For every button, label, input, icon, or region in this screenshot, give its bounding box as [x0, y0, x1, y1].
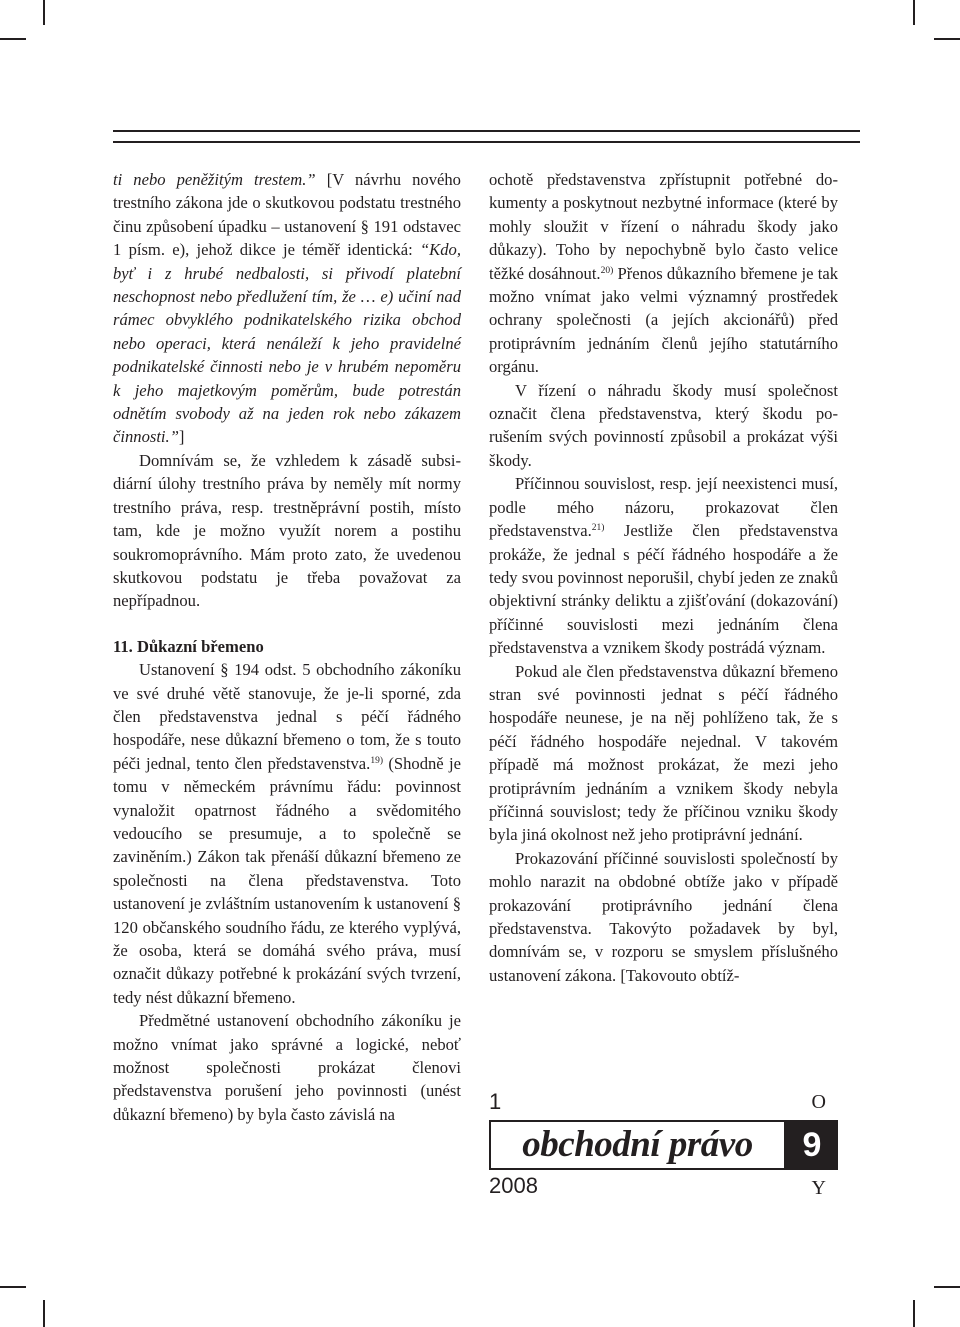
footnote-ref-19: 19) — [370, 755, 383, 766]
right-paragraph-1 — [489, 168, 838, 379]
left-paragraph-1 — [113, 168, 461, 449]
right-paragraph-1-text-b: Přenos důkazního břemene je tak možno vnímat jako velmi významný prostředek ochrany společnosti (a jejích akcionářů) před protiprávním jednáním členů jejího statutárního orgánu. — [489, 263, 839, 377]
masthead-title: obchodní právo — [491, 1122, 784, 1168]
right-paragraph-4: Pokud ale člen představenstva důkazní břemeno stran své povinnosti jednat s péčí řádného hospodáře neunese, je na něj pohlíženo tak, že s péčí řádného hospodáře nejednal. V takovém případě má možnost prokázat, že mezi jeho protiprávním jednáním a vznikem škody nebyla příčinná souvislost; tedy že příčinou vzniku škody byla jiná okolnost než jeho protiprávní jednání. — [489, 661, 838, 845]
masthead-number-top: 1 — [489, 1089, 502, 1114]
masthead-letter-bottom: Y — [811, 1177, 826, 1199]
masthead-title-box — [489, 1120, 838, 1170]
left-paragraph-4: Předmětné ustanovení obchodního zákoníku je možno vnímat jako správné a logické, neboť možnost společnosti prokázat členovi představenstva porušení jeho povinnosti (unést důkazní břemeno) by byla často závislá na — [113, 1011, 461, 1124]
left-paragraph-3-text-a: Ustanovení § 194 odst. 5 obchodního zákoníku ve své druhé větě stanovuje, že je-li sporné, zda člen představenstva jednal s péčí řádného hospodáře, nese důkazní břemeno o tom, že s touto péči jednal, tento člen představenstva. — [113, 660, 461, 773]
header-rule-top — [113, 130, 860, 132]
left-paragraph-1-run-3: ] — [178, 427, 185, 447]
right-column — [489, 168, 838, 987]
journal-masthead — [489, 1090, 838, 1210]
masthead-year: 2008 — [489, 1173, 538, 1198]
masthead-letter-top: O — [811, 1091, 826, 1113]
left-paragraph-1-run-1: [V návrhu nového trestního zákona jde o skutkovou podstatu trestného činu způsobení úpadku – ustanovení § 191 odstavec 1 písm. e), jehož dikce je téměř identická: — [113, 170, 461, 260]
left-paragraph-1-run-2: “Kdo, byť i z hrubé nedbalosti, si přivodí platební neschopnost nebo předlužení tím, že … e) učiní nad rámec obvyklého podnikatelského rizika obchod nebo operaci, která nenáleží k jeho pravidelné podnikatelské činnosti nebo je v hrubém nepoměru k jeho majetkovým poměrům, bude potrestán odnětím svobody až na jeden rok nebo zákazem činnosti.” — [113, 240, 461, 447]
left-paragraph-1-run-0: ti nebo peněžitým trestem.” — [113, 170, 316, 189]
left-paragraph-2: Domnívám se, že vzhledem k zásadě subsidiární úlohy trestního práva by neměly mít normy trestního práva, resp. trestněprávní postih, místo tam, kde je možno využít norem a postihu soukromoprávního. Mám proto zato, že uvedenou skutkovou podstatu je třeba považovat za nepřípadnou. — [113, 450, 461, 611]
right-paragraph-5: Prokazování příčinné souvislosti společností by mohlo narazit na obdobné obtíže jako v případě prokazování protiprávního jednání člena představenstva. Takovýto požadavek by byl, domnívám se, v rozporu se smyslem příslušného ustanovení zákona. [Takovouto obtíž- — [489, 848, 838, 985]
left-paragraph-3-text-b: (Shodně je tomu v německém právnímu řádu: povinnost vynaložit opatrnost řádného a svědomitého vedoucího se presumuje, a to společně se zaviněním.) Zákon tak přenáší důkazní břemeno ze společnosti na člena představenstva. Toto ustanovení je zvláštním ustanovením k ustanovení § 120 občanského soudního řádu, ze kterého vyplývá, že osoba, která se domáhá svého práva, musí označit důkazy potřebné k prokázání svých tvrzení, tedy nést důkazní břemeno. — [113, 753, 461, 1007]
right-paragraph-3 — [489, 472, 838, 659]
footnote-ref-21: 21) — [591, 523, 605, 534]
left-paragraph-3 — [113, 658, 461, 1009]
right-paragraph-3-text-b: Jestliže člen představenstva prokáže, že jednal s péčí řádného hospodáře a že tedy svou povinnost neporušil, chybí jeden ze znaků objektivní stránky deliktu a zjišťování (dokazování) příčinné souvislosti mezi jednáním člena představenstva a vznikem škody postrádá význam. — [489, 521, 838, 658]
right-paragraph-3-text-a: Příčinnou souvislost, resp. její neexistenci musí, podle mého názoru, prokazovat člen představenstva. — [489, 474, 838, 541]
masthead-issue-number: 9 — [802, 1126, 822, 1164]
header-rule-bottom — [113, 141, 860, 143]
right-paragraph-1-text-a: ochotě představenstva zpřístupnit potřebné dokumenty a poskytnout nezbytné informace (které by mohly sloužit v řízení o náhradu škody jako důkazy). Toho by nepochybně bylo často velice těžké dosáhnout. — [489, 170, 838, 283]
left-column — [113, 168, 461, 1126]
footnote-ref-20: 20) — [600, 265, 614, 276]
section-heading: 11. Důkazní břemeno — [113, 636, 264, 656]
right-paragraph-2: V řízení o náhradu škody musí společnost označit člena představenstva, který škodu porušením svých povinností způsobil a prokázat výši škody. — [489, 380, 838, 470]
